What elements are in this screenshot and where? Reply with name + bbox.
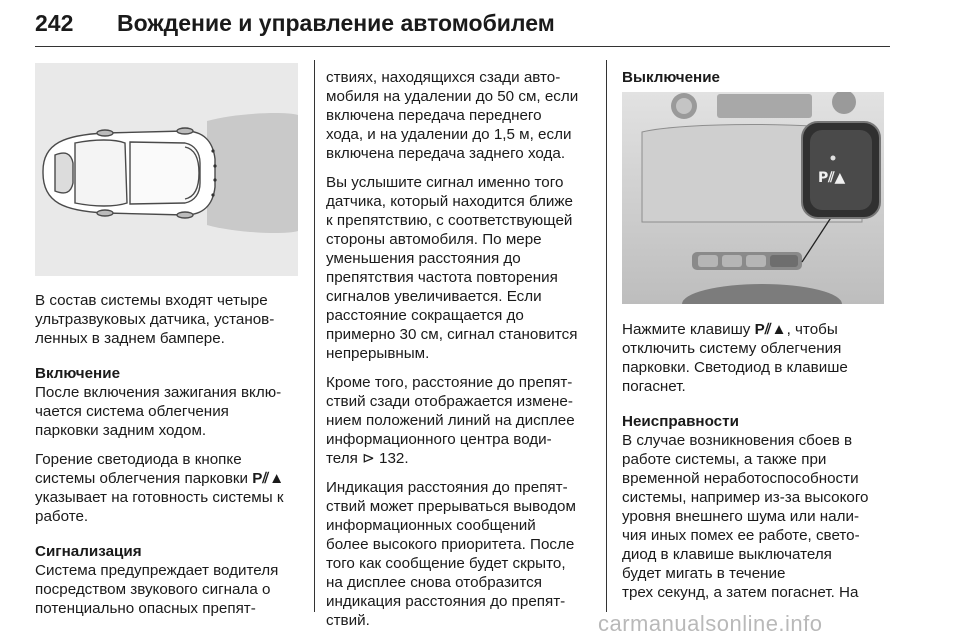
intro-line: В состав системы входят четыре [35, 292, 268, 309]
deactivation-line: парковки. Светодиод в клавише [622, 359, 848, 376]
body-line: к препятствию, с соответствующей [326, 212, 573, 229]
column-divider-right [606, 60, 607, 612]
watermark: carmanualsonline.info [598, 611, 823, 636]
activation-line: После включения зажигания вклю- [35, 384, 282, 401]
deactivation-line: погаснет. [622, 378, 686, 395]
body-line: хода, и на удалении до 1,5 м, если [326, 126, 572, 143]
fault-line: В случае возникновения сбоев в [622, 432, 853, 449]
page-reference-link[interactable]: 132. [379, 450, 409, 467]
led-line-with-symbol: системы облегчения парковки P⫽▲ [35, 470, 285, 487]
activation-line: чается система облегчения [35, 403, 229, 420]
right-column-top [622, 68, 892, 87]
page-number: 242 [35, 10, 74, 36]
body-line: на дисплее снова отобразится [326, 574, 542, 591]
left-column [35, 291, 305, 618]
car-sensor-illustration [35, 63, 298, 276]
intro-line: ультразвуковых датчика, установ- [35, 311, 275, 328]
console-button-photo [622, 92, 884, 304]
right-column [622, 320, 892, 602]
column-divider-left [314, 60, 315, 612]
fault-line: будет мигать в течение [622, 565, 786, 582]
body-line: расстояние сокращается до [326, 307, 524, 324]
body-line: уменьшения расстояния до [326, 250, 521, 267]
parking-assist-symbol: P⫽▲ [754, 321, 787, 338]
car-top-view-diagram [35, 63, 298, 276]
middle-column [326, 68, 596, 630]
intro-line: ленных в заднем бампере. [35, 330, 225, 347]
parking-assist-button-label: P⫽▲ [818, 170, 846, 186]
fault-line: уровня внешнего шума или нали- [622, 508, 860, 525]
cross-reference-line: теля ⊳ 132. [326, 449, 409, 467]
signal-line: потенциально опасных препят- [35, 600, 256, 617]
fault-line: работе системы, а также при [622, 451, 827, 468]
body-line: ствий сзади отображается измене- [326, 393, 573, 410]
heading-signalling: Сигнализация [35, 543, 142, 560]
fault-line: чия иных помех ее работе, свето- [622, 527, 860, 544]
body-line: того как сообщение будет скрыто, [326, 555, 566, 572]
heading-faults: Неисправности [622, 413, 739, 430]
heading-deactivation: Выключение [622, 69, 720, 86]
page-title: Вождение и управление автомобилем [117, 10, 555, 36]
body-line: ствий может прерываться выводом [326, 498, 576, 515]
body-line: стороны автомобиля. По мере [326, 231, 542, 248]
led-line: работе. [35, 508, 89, 525]
deactivation-line-with-symbol: Нажмите клавишу P⫽▲, чтобы [622, 321, 838, 338]
header-divider [35, 46, 890, 47]
led-line: Горение светодиода в кнопке [35, 451, 242, 468]
led-line: указывает на готовность системы к [35, 489, 284, 506]
parking-assist-symbol: P⫽▲ [252, 470, 285, 487]
body-line: мобиля на удалении до 50 см, если [326, 88, 579, 105]
body-line: Индикация расстояния до препят- [326, 479, 568, 496]
fault-line: системы, например из-за высокого [622, 489, 869, 506]
heading-activation: Включение [35, 365, 121, 382]
signal-line: посредством звукового сигнала о [35, 581, 271, 598]
body-line: датчика, который находится ближе [326, 193, 573, 210]
body-line: информационного центра води- [326, 431, 552, 448]
body-line: ствиях, находящихся сзади авто- [326, 69, 561, 86]
console-photo [622, 92, 884, 304]
signal-line: Система предупреждает водителя [35, 562, 279, 579]
car-body [43, 128, 215, 218]
fault-line: временной неработоспособности [622, 470, 859, 487]
body-line: Вы услышите сигнал именно того [326, 174, 564, 191]
activation-line: парковки задним ходом. [35, 422, 207, 439]
fault-line: трех секунд, а затем погаснет. На [622, 584, 859, 601]
body-line: включена передача заднего хода. [326, 145, 566, 162]
body-line: сигналов увеличивается. Если [326, 288, 542, 305]
body-line: непрерывным. [326, 345, 430, 362]
page-header [35, 4, 925, 50]
deactivation-line: отключить систему облегчения [622, 340, 842, 357]
body-line: более высокого приоритета. После [326, 536, 575, 553]
body-line: нием положений линий на дисплее [326, 412, 575, 429]
body-line: включена передача переднего [326, 107, 542, 124]
body-line: ствий. [326, 612, 370, 629]
body-line: примерно 30 см, сигнал становится [326, 326, 578, 343]
body-line: индикация расстояния до препят- [326, 593, 566, 610]
page-reference-icon: ⊳ [362, 449, 375, 467]
sensor-zone [207, 113, 298, 233]
body-line: информационных сообщений [326, 517, 536, 534]
fault-line: диод в клавише выключателя [622, 546, 832, 563]
body-line: Кроме того, расстояние до препят- [326, 374, 573, 391]
body-line: препятствия частота повторения [326, 269, 558, 286]
